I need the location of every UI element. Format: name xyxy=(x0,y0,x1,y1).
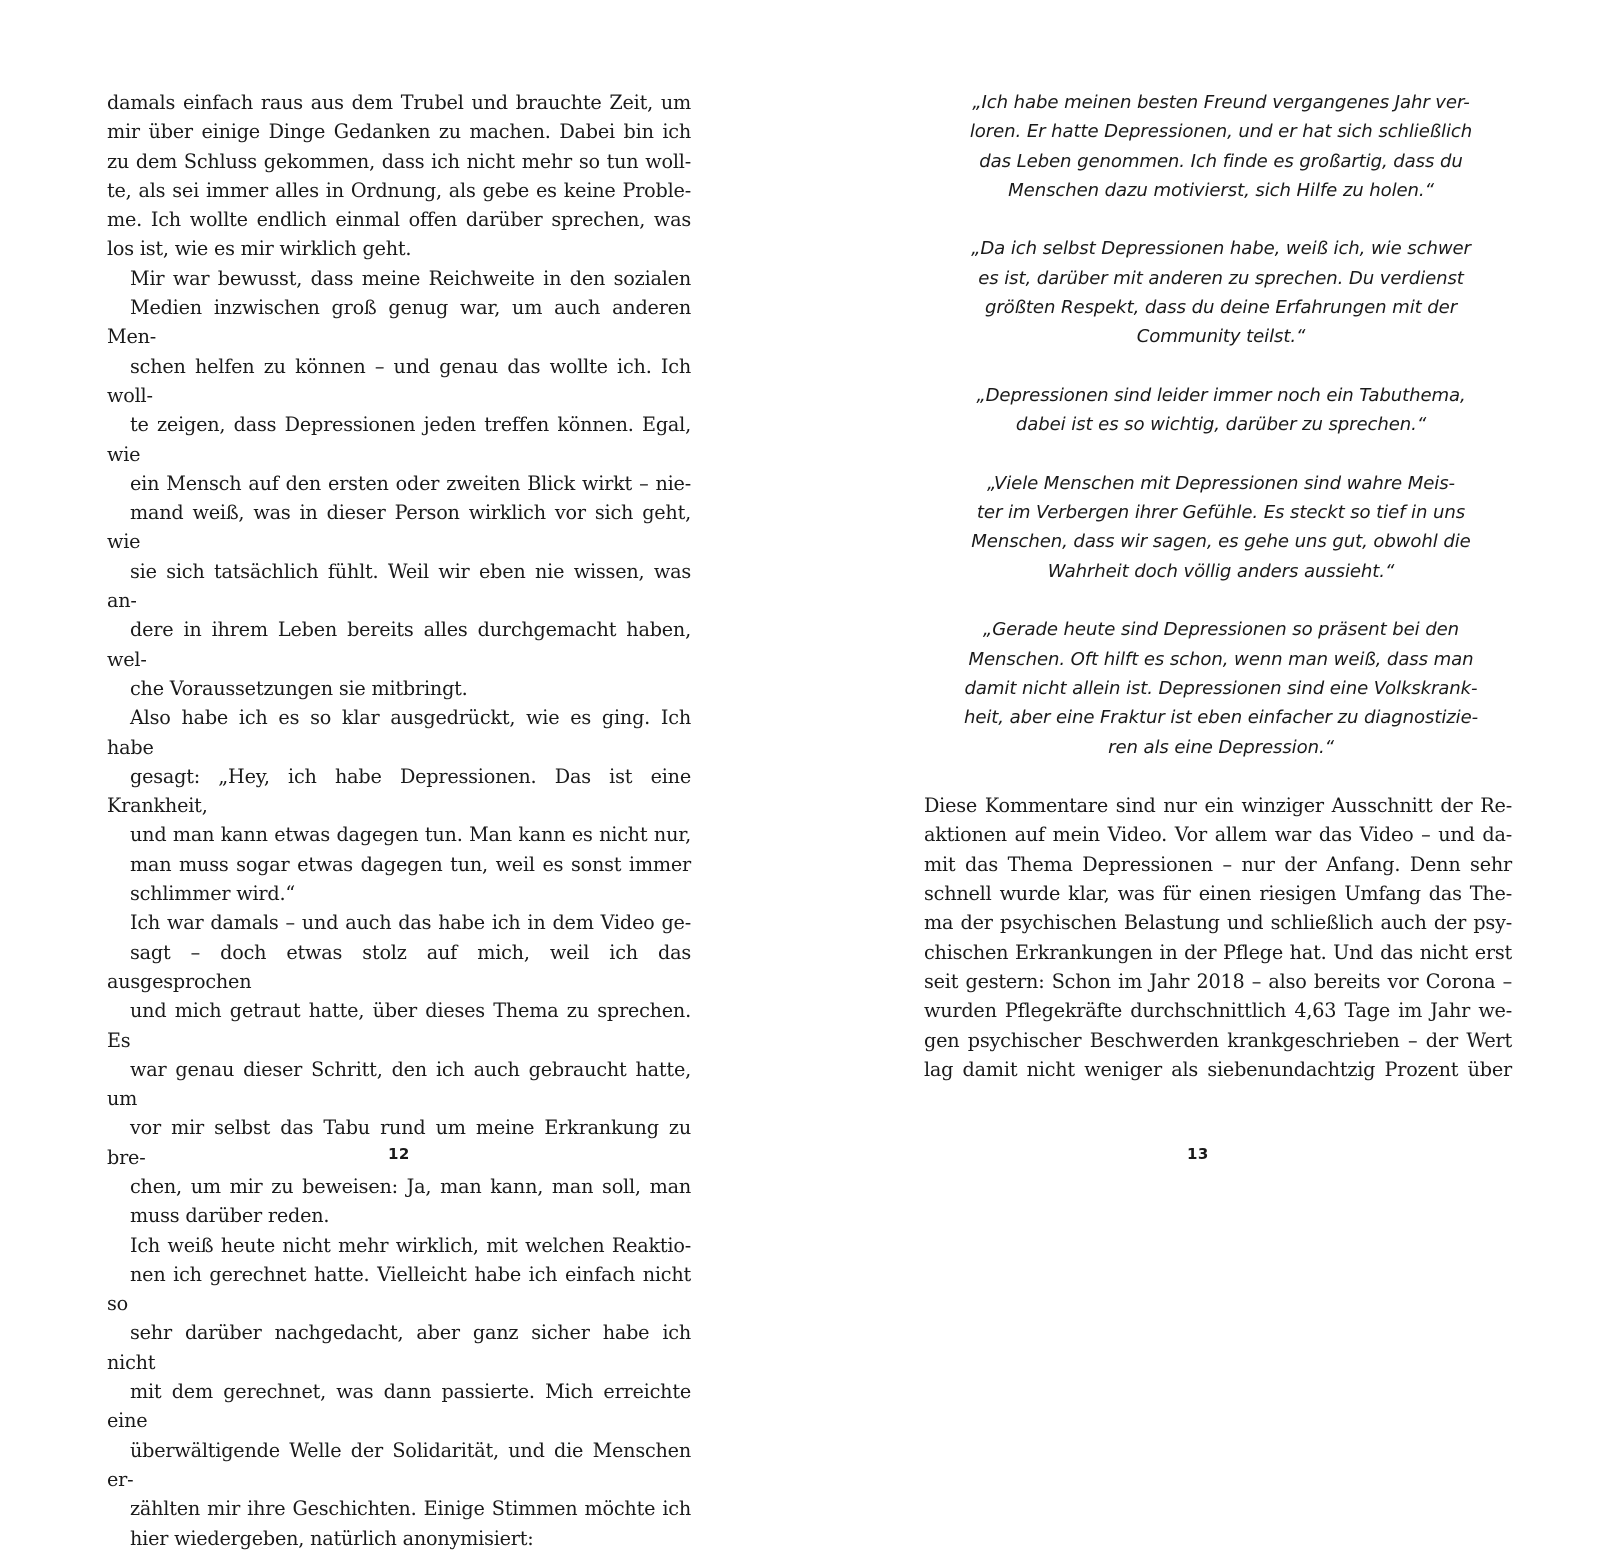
text-line: Menschen, dass wir sagen, es gehe uns gut, obwohl die xyxy=(971,531,1471,553)
text-line: seit gestern: Schon im Jahr 2018 – also bereits vor Corona – xyxy=(924,969,1512,993)
text-line: schlimmer wird.“ xyxy=(130,882,295,906)
text-line: ein Mensch auf den ersten oder zweiten Blick wirkt – nie- xyxy=(130,471,691,495)
text-line: Community teilst.“ xyxy=(1136,326,1306,348)
text-line: che Voraussetzungen sie mitbringt. xyxy=(130,676,468,700)
text-line: „Viele Menschen mit Depressionen sind wahre Meis- xyxy=(987,472,1455,494)
text-line: hier wiedergeben, natürlich anonymisiert: xyxy=(130,1526,534,1550)
text-line: aktionen auf mein Video. Vor allem war das Video – und da- xyxy=(924,823,1512,847)
reader-quote xyxy=(924,234,1512,351)
text-line: gesagt: „Hey, ich habe Depressionen. Das ist eine Krankheit, xyxy=(107,764,691,818)
right-page-body xyxy=(924,88,1512,1084)
text-line: te, als sei immer alles in Ordnung, als gebe es keine Proble- xyxy=(107,178,691,202)
text-line: lag damit nicht weniger als siebenundachtzig Prozent über xyxy=(924,1057,1512,1081)
text-line: gen psychischer Beschwerden krankgeschrieben – der Wert xyxy=(924,1028,1512,1052)
text-line: dere in ihrem Leben bereits alles durchgemacht haben, wel- xyxy=(107,618,691,671)
reader-quote xyxy=(924,381,1512,440)
page-number-right: 13 xyxy=(1187,1145,1209,1163)
text-line: damals einfach raus aus dem Trubel und brauchte Zeit, um xyxy=(107,91,691,114)
text-line: vor mir selbst das Tabu rund um meine Erkrankung zu bre- xyxy=(107,1116,691,1169)
text-line: war genau dieser Schritt, den ich auch gebraucht hatte, um xyxy=(107,1057,691,1111)
text-line: damit nicht allein ist. Depressionen sind eine Volkskrank- xyxy=(964,677,1478,699)
text-line: sehr darüber nachgedacht, aber ganz sicher habe ich nicht xyxy=(107,1321,691,1374)
text-line: zu dem Schluss gekommen, dass ich nicht mehr so tun woll- xyxy=(107,149,691,173)
text-line: chischen Erkrankungen in der Pflege hat. Und das nicht erst xyxy=(924,940,1512,964)
text-line: „Ich habe meinen besten Freund vergangenes Jahr ver- xyxy=(972,92,1470,113)
text-line: schen helfen zu können – und genau das wollte ich. Ich woll- xyxy=(107,354,691,407)
text-line: Menschen dazu motivierst, sich Hilfe zu holen.“ xyxy=(1008,179,1434,201)
left-page-body xyxy=(107,88,691,1553)
text-line: los ist, wie es mir wirklich geht. xyxy=(107,237,412,261)
text-line: und man kann etwas dagegen tun. Man kann es nicht nur, xyxy=(130,823,691,847)
paragraph xyxy=(107,88,691,264)
paragraph xyxy=(107,264,691,703)
text-line: loren. Er hatte Depressionen, und er hat sich schließlich xyxy=(969,121,1473,143)
reader-quote xyxy=(924,88,1512,205)
text-line: sagt – doch etwas stolz auf mich, weil ich das ausgesprochen xyxy=(107,940,691,993)
text-line: Also habe ich es so klar ausgedrückt, wie es ging. Ich habe xyxy=(107,706,691,759)
text-line: Menschen. Oft hilft es schon, wenn man weiß, dass man xyxy=(968,648,1474,670)
text-line: ter im Verbergen ihrer Gefühle. Es steckt so tief in uns xyxy=(976,502,1466,524)
text-line: schnell wurde klar, was für einen riesigen Umfang das The- xyxy=(924,882,1512,906)
text-line: wurden Pflegekräfte durchschnittlich 4,63 Tage im Jahr we- xyxy=(924,999,1512,1023)
text-line: zählten mir ihre Geschichten. Einige Stimmen möchte ich xyxy=(130,1497,691,1521)
quotes-section xyxy=(924,88,1512,762)
text-line: dabei ist es so wichtig, darüber zu sprechen.“ xyxy=(1015,414,1427,436)
text-line: sie sich tatsächlich fühlt. Weil wir eben nie wissen, was an- xyxy=(107,559,691,613)
text-line: heit, aber eine Fraktur ist eben einfacher zu diagnostizie- xyxy=(963,707,1479,729)
text-line: chen, um mir zu beweisen: Ja, man kann, man soll, man xyxy=(130,1174,691,1198)
text-line: „Da ich selbst Depressionen habe, weiß ich, wie schwer xyxy=(971,238,1471,260)
text-line: nen ich gerechnet hatte. Vielleicht habe ich einfach nicht so xyxy=(107,1262,691,1316)
text-line: me. Ich wollte endlich einmal offen darüber sprechen, was xyxy=(107,208,691,232)
text-line: Ich war damals – und auch das habe ich in dem Video ge- xyxy=(130,911,691,935)
paragraph xyxy=(107,703,691,908)
right-page xyxy=(803,0,1606,1211)
text-line: überwältigende Welle der Solidarität, und die Menschen er- xyxy=(107,1438,691,1491)
page-number-left: 12 xyxy=(388,1145,410,1163)
text-line: Medien inzwischen groß genug war, um auch anderen Men- xyxy=(107,296,691,349)
text-line: es ist, darüber mit anderen zu sprechen. Du verdienst xyxy=(978,267,1464,289)
reader-quote xyxy=(924,469,1512,586)
text-line: mit das Thema Depressionen – nur der Anfang. Denn sehr xyxy=(924,852,1512,876)
paragraph xyxy=(107,1231,691,1553)
text-line: muss darüber reden. xyxy=(130,1204,330,1228)
text-line: ma der psychischen Belastung und schließlich auch der psy- xyxy=(924,911,1512,935)
text-line: mir über einige Dinge Gedanken zu machen. Dabei bin ich xyxy=(107,120,691,144)
left-page xyxy=(0,0,803,1550)
text-line: das Leben genommen. Ich finde es großartig, dass du xyxy=(979,150,1463,172)
text-line: mand weiß, was in dieser Person wirklich vor sich geht, wie xyxy=(107,501,691,554)
text-line: te zeigen, dass Depressionen jeden treffen können. Egal, wie xyxy=(107,413,691,466)
text-line: Wahrheit doch völlig anders aussieht.“ xyxy=(1047,560,1395,582)
right-paragraph xyxy=(924,791,1512,1084)
text-line: man muss sogar etwas dagegen tun, weil es sonst immer xyxy=(130,852,691,876)
text-line: mit dem gerechnet, was dann passierte. Mich erreichte eine xyxy=(107,1380,691,1433)
text-line: „Depressionen sind leider immer noch ein Tabuthema, xyxy=(976,384,1466,406)
text-line: Ich weiß heute nicht mehr wirklich, mit welchen Reaktio- xyxy=(130,1233,691,1257)
text-line: und mich getraut hatte, über dieses Thema zu sprechen. Es xyxy=(107,999,691,1052)
text-line: „Gerade heute sind Depressionen so präsent bei den xyxy=(982,619,1460,641)
reader-quote xyxy=(924,615,1512,761)
text-line: Mir war bewusst, dass meine Reichweite in den sozialen xyxy=(130,266,691,290)
paragraph xyxy=(107,908,691,1230)
text-line: größten Respekt, dass du deine Erfahrungen mit der xyxy=(984,297,1458,319)
text-line: ren als eine Depression.“ xyxy=(1108,736,1334,758)
text-line: Diese Kommentare sind nur ein winziger Ausschnitt der Re- xyxy=(924,794,1512,818)
